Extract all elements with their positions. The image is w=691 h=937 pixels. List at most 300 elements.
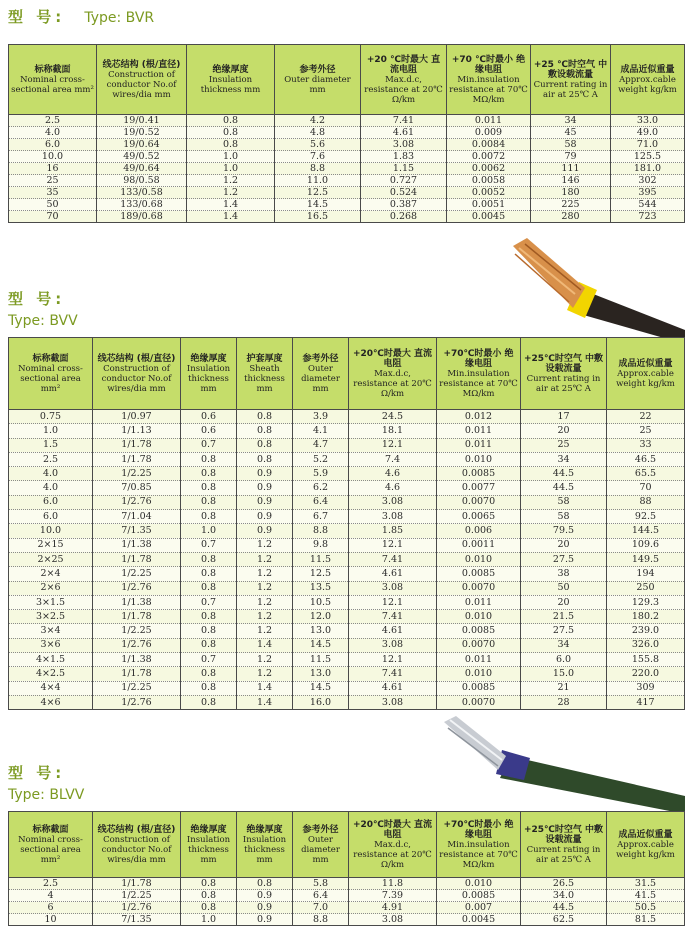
bvr-table-cell: 0.009 <box>447 127 531 139</box>
bvr-table-cell: 11.0 <box>275 175 361 187</box>
bvv-table-row <box>9 452 685 466</box>
blvv-table-cell: 1/1.78 <box>93 878 181 890</box>
bvv-table-cell: 2×15 <box>9 538 93 552</box>
blvv-table-cell: 4 <box>9 890 93 902</box>
bvr-table-cell: 19/0.64 <box>97 139 187 151</box>
bvv-table-cell: 4.7 <box>293 438 349 452</box>
bvv-table-cell: 12.1 <box>349 653 437 667</box>
bvv-table-cell: 20 <box>521 538 607 552</box>
bvv-header-cell: 标称截面 Nominal cross-sectional area mm² <box>9 338 93 410</box>
bvr-header-cell: 参考外径 Outer diameter mm <box>275 45 361 115</box>
bvv-table <box>8 337 685 710</box>
bvv-header-cell: 护套厚度 Sheath thickness mm <box>237 338 293 410</box>
bvv-table-row <box>9 653 685 667</box>
bvv-table-cell: 28 <box>521 695 607 709</box>
bvv-table-cell: 11.5 <box>293 653 349 667</box>
bvr-table-cell: 544 <box>611 199 685 211</box>
bvr-table-cell: 0.387 <box>361 199 447 211</box>
bvr-table-cell: 0.0072 <box>447 151 531 163</box>
blvv-table-cell: 0.0085 <box>437 890 521 902</box>
bvr-table-cell: 2.5 <box>9 115 97 127</box>
blvv-header-cell: 线芯结构 (根/直径) Construction of conductor No.of wires/dia mm <box>93 812 181 878</box>
bvr-table-cell: 225 <box>531 199 611 211</box>
blvv-table-cell: 6 <box>9 902 93 914</box>
bvv-table-cell: 0.0085 <box>437 624 521 638</box>
bvr-header-cell: 绝缘厚度 Insulation thickness mm <box>187 45 275 115</box>
bvv-table-cell: 12.1 <box>349 595 437 609</box>
bvr-header-cell: 成品近似重量 Approx.cable weight kg/km <box>611 45 685 115</box>
bvv-table-cell: 2.5 <box>9 452 93 466</box>
bvr-table-cell: 125.5 <box>611 151 685 163</box>
bvr-table-cell: 0.0058 <box>447 175 531 187</box>
bvv-header-row <box>9 338 685 410</box>
bvr-table-cell: 133/0.58 <box>97 187 187 199</box>
bvv-table-cell: 0.0065 <box>437 510 521 524</box>
bvv-table-cell: 194 <box>607 567 685 581</box>
blvv-table-cell: 11.8 <box>349 878 437 890</box>
bvr-table-cell: 70 <box>9 211 97 223</box>
blvv-table-cell: 26.5 <box>521 878 607 890</box>
bvv-table-cell: 11.5 <box>293 552 349 566</box>
bvv-table-cell: 3.9 <box>293 410 349 424</box>
bvv-table-cell: 149.5 <box>607 552 685 566</box>
bvv-table-cell: 0.8 <box>181 467 237 481</box>
blvv-table-row <box>9 890 685 902</box>
blvv-table <box>8 811 685 926</box>
bvv-table-cell: 1/1.78 <box>93 667 181 681</box>
bvr-table-cell: 302 <box>611 175 685 187</box>
bvr-table-row <box>9 175 685 187</box>
bvv-table-cell: 0.9 <box>237 495 293 509</box>
bvv-table-cell: 1/1.78 <box>93 552 181 566</box>
bvv-table-cell: 326.0 <box>607 638 685 652</box>
bvv-header-cell: +70℃时最小 绝缘电阻 Min.insulation resistance at 70℃ MΩ/km <box>437 338 521 410</box>
bvr-table-cell: 19/0.52 <box>97 127 187 139</box>
bvv-table-cell: 3.08 <box>349 581 437 595</box>
blvv-header-row <box>9 812 685 878</box>
bvv-table-cell: 65.5 <box>607 467 685 481</box>
bvr-table-cell: 49/0.64 <box>97 163 187 175</box>
bvr-table-cell: 3.08 <box>361 139 447 151</box>
bvv-table-cell: 250 <box>607 581 685 595</box>
blvv-table-cell: 0.8 <box>181 890 237 902</box>
bvv-table-cell: 1/2.76 <box>93 495 181 509</box>
bvv-table-cell: 1.2 <box>237 610 293 624</box>
bvv-table-cell: 0.0070 <box>437 638 521 652</box>
blvv-title-cn: 型 号: <box>8 764 66 782</box>
bvr-table-cell: 0.0045 <box>447 211 531 223</box>
blvv-table-cell: 0.0045 <box>437 914 521 926</box>
bvv-table-cell: 44.5 <box>521 481 607 495</box>
blvv-table-cell: 2.5 <box>9 878 93 890</box>
bvv-table-cell: 0.8 <box>181 495 237 509</box>
bvv-table-cell: 0.8 <box>181 567 237 581</box>
bvv-table-cell: 1.85 <box>349 524 437 538</box>
bvr-table-cell: 25 <box>9 175 97 187</box>
bvv-table-cell: 33 <box>607 438 685 452</box>
bvv-table-cell: 22 <box>607 410 685 424</box>
bvv-table-cell: 4×4 <box>9 681 93 695</box>
bvv-table-row <box>9 424 685 438</box>
blvv-header-cell: 标称截面 Nominal cross-sectional area mm² <box>9 812 93 878</box>
bvr-table-cell: 12.5 <box>275 187 361 199</box>
bvv-table-cell: 3.08 <box>349 695 437 709</box>
bvv-table-cell: 4.6 <box>349 481 437 495</box>
bvr-table-cell: 5.6 <box>275 139 361 151</box>
bvv-table-cell: 27.5 <box>521 552 607 566</box>
blvv-table-cell: 5.8 <box>293 878 349 890</box>
bvv-table-cell: 0.7 <box>181 595 237 609</box>
bvv-table-cell: 7.41 <box>349 667 437 681</box>
bvr-table-cell: 35 <box>9 187 97 199</box>
bvv-table-cell: 0.010 <box>437 667 521 681</box>
bvv-table-cell: 0.8 <box>181 581 237 595</box>
bvv-table-row <box>9 552 685 566</box>
bvv-table-cell: 4.0 <box>9 481 93 495</box>
bvv-header-cell: 线芯结构 (根/直径) Construction of conductor No.of wires/dia mm <box>93 338 181 410</box>
bvv-table-cell: 0.8 <box>237 424 293 438</box>
bvr-table-cell: 1.4 <box>187 199 275 211</box>
bvv-table-cell: 27.5 <box>521 624 607 638</box>
bvr-table-row <box>9 151 685 163</box>
bvv-table-cell: 144.5 <box>607 524 685 538</box>
blvv-table-row <box>9 878 685 890</box>
bvr-table-container <box>8 44 684 223</box>
bvr-header-cell: 线芯结构 (根/直径) Construction of conductor No.of wires/dia mm <box>97 45 187 115</box>
bvv-table-row <box>9 524 685 538</box>
bvv-table-cell: 13.0 <box>293 624 349 638</box>
bvv-table-cell: 38 <box>521 567 607 581</box>
bvr-table-cell: 723 <box>611 211 685 223</box>
blvv-table-cell: 34.0 <box>521 890 607 902</box>
bvv-table-cell: 7/1.04 <box>93 510 181 524</box>
bvv-table-cell: 1.2 <box>237 624 293 638</box>
bvv-table-cell: 58 <box>521 510 607 524</box>
bvv-table-cell: 3×2.5 <box>9 610 93 624</box>
bvv-table-cell: 3×1.5 <box>9 595 93 609</box>
bvv-table-cell: 0.011 <box>437 595 521 609</box>
bvv-title-en: Type: BVV <box>8 313 78 329</box>
bvr-table-cell: 34 <box>531 115 611 127</box>
blvv-table-cell: 0.010 <box>437 878 521 890</box>
blvv-header-cell: 绝缘厚度 Insulation thickness mm <box>237 812 293 878</box>
bvv-table-cell: 34 <box>521 452 607 466</box>
blvv-table-cell: 3.08 <box>349 914 437 926</box>
bvv-table-cell: 10.0 <box>9 524 93 538</box>
bvr-table-cell: 1.0 <box>187 163 275 175</box>
blvv-table-cell: 81.5 <box>607 914 685 926</box>
bvr-table-cell: 0.524 <box>361 187 447 199</box>
blvv-table-cell: 0.9 <box>237 902 293 914</box>
bvv-table-cell: 0.8 <box>181 481 237 495</box>
bvv-table-cell: 1/2.76 <box>93 695 181 709</box>
bvv-table-cell: 1.5 <box>9 438 93 452</box>
bvv-table-cell: 0.010 <box>437 610 521 624</box>
bvv-table-row <box>9 510 685 524</box>
bvv-table-cell: 3.08 <box>349 495 437 509</box>
bvv-table-cell: 7/1.35 <box>93 524 181 538</box>
bvv-table-cell: 0.8 <box>181 624 237 638</box>
bvr-table-cell: 49.0 <box>611 127 685 139</box>
bvr-table-cell: 189/0.68 <box>97 211 187 223</box>
bvv-table-cell: 239.0 <box>607 624 685 638</box>
blvv-table-row <box>9 902 685 914</box>
bvr-table-cell: 33.0 <box>611 115 685 127</box>
bvr-table-cell: 181.0 <box>611 163 685 175</box>
bvr-table-cell: 1.2 <box>187 175 275 187</box>
bvr-header-cell: 标称截面 Nominal cross-sectional area mm² <box>9 45 97 115</box>
bvv-table-container <box>8 337 684 710</box>
bvv-table-cell: 70 <box>607 481 685 495</box>
bvv-table-cell: 14.5 <box>293 681 349 695</box>
bvv-table-cell: 10.5 <box>293 595 349 609</box>
blvv-header-cell: +20℃时最大 直流电阻 Max.d.c, resistance at 20℃ Ω/km <box>349 812 437 878</box>
bvv-table-cell: 0.011 <box>437 424 521 438</box>
blvv-table-cell: 1.0 <box>181 914 237 926</box>
bvv-table-cell: 0.8 <box>181 552 237 566</box>
bvv-table-cell: 0.011 <box>437 438 521 452</box>
bvv-header-cell: 参考外径 Outer diameter mm <box>293 338 349 410</box>
bvv-table-cell: 0.8 <box>181 638 237 652</box>
bvv-table-cell: 4.61 <box>349 624 437 638</box>
bvr-table-cell: 10.0 <box>9 151 97 163</box>
bvv-table-cell: 92.5 <box>607 510 685 524</box>
bvv-table-cell: 6.4 <box>293 495 349 509</box>
bvr-table-cell: 0.8 <box>187 127 275 139</box>
bvv-table-cell: 14.5 <box>293 638 349 652</box>
bvv-table-cell: 1/2.25 <box>93 467 181 481</box>
bvr-table-cell: 0.268 <box>361 211 447 223</box>
bvv-table-cell: 3.08 <box>349 638 437 652</box>
bvv-title <box>8 288 78 329</box>
bvv-table-cell: 24.5 <box>349 410 437 424</box>
bvv-table-cell: 109.6 <box>607 538 685 552</box>
bvv-table-cell: 1.2 <box>237 552 293 566</box>
bvr-table-cell: 98/0.58 <box>97 175 187 187</box>
bvr-table-cell: 0.0052 <box>447 187 531 199</box>
blvv-table-cell: 6.4 <box>293 890 349 902</box>
blvv-table-cell: 0.8 <box>237 878 293 890</box>
bvv-table-cell: 0.0070 <box>437 695 521 709</box>
bvv-table-cell: 0.8 <box>181 610 237 624</box>
bvr-table-row <box>9 139 685 151</box>
bvv-table-cell: 1/2.25 <box>93 681 181 695</box>
bvr-table-cell: 4.8 <box>275 127 361 139</box>
bvr-table-cell: 280 <box>531 211 611 223</box>
bvv-table-cell: 4.1 <box>293 424 349 438</box>
bvr-table-cell: 7.41 <box>361 115 447 127</box>
bvv-table-cell: 12.0 <box>293 610 349 624</box>
bvv-table-row <box>9 638 685 652</box>
bvv-table-cell: 4.61 <box>349 567 437 581</box>
bvv-header-cell: 成品近似重量 Approx.cable weight kg/km <box>607 338 685 410</box>
bvr-table-cell: 395 <box>611 187 685 199</box>
bvr-table-cell: 8.8 <box>275 163 361 175</box>
bvv-table-cell: 12.5 <box>293 567 349 581</box>
bvv-table-cell: 0.8 <box>181 667 237 681</box>
bvr-table-cell: 16.5 <box>275 211 361 223</box>
blvv-table-cell: 62.5 <box>521 914 607 926</box>
bvv-table-cell: 0.0085 <box>437 681 521 695</box>
bvv-table-cell: 3.08 <box>349 510 437 524</box>
bvv-table-cell: 7.41 <box>349 610 437 624</box>
bvr-table-row <box>9 115 685 127</box>
bvv-table-cell: 2×6 <box>9 581 93 595</box>
bvv-table-cell: 4.6 <box>349 467 437 481</box>
bvv-table-cell: 0.8 <box>237 452 293 466</box>
blvv-table-cell: 7.0 <box>293 902 349 914</box>
bvv-header-cell: 绝缘厚度 Insulation thickness mm <box>181 338 237 410</box>
bvv-table-cell: 25 <box>521 438 607 452</box>
bvv-table-row <box>9 438 685 452</box>
bvr-table-cell: 0.011 <box>447 115 531 127</box>
bvv-table-cell: 0.8 <box>181 510 237 524</box>
blvv-table-cell: 7.39 <box>349 890 437 902</box>
bvv-table-cell: 0.9 <box>237 467 293 481</box>
bvv-table-cell: 12.1 <box>349 538 437 552</box>
bvv-table-cell: 7.4 <box>349 452 437 466</box>
bvv-table-cell: 20 <box>521 424 607 438</box>
blvv-table-cell: 7/1.35 <box>93 914 181 926</box>
bvv-table-cell: 1.4 <box>237 695 293 709</box>
blvv-header-cell: +25℃时空气 中敷设载流量 Current rating in air at 25℃ A <box>521 812 607 878</box>
bvr-table-cell: 1.4 <box>187 211 275 223</box>
bvv-table-cell: 21 <box>521 681 607 695</box>
bvv-table-cell: 6.0 <box>9 510 93 524</box>
bvv-table-cell: 309 <box>607 681 685 695</box>
bvv-table-cell: 1/1.78 <box>93 452 181 466</box>
bvv-table-cell: 8.8 <box>293 524 349 538</box>
bvv-table-cell: 1.4 <box>237 681 293 695</box>
bvv-table-cell: 4.61 <box>349 681 437 695</box>
bvr-table-row <box>9 163 685 175</box>
bvr-table-cell: 180 <box>531 187 611 199</box>
bvv-table-cell: 0.6 <box>181 410 237 424</box>
bvv-table-cell: 0.6 <box>181 424 237 438</box>
bvr-table-cell: 146 <box>531 175 611 187</box>
bvv-table-row <box>9 467 685 481</box>
bvv-table-cell: 1.2 <box>237 567 293 581</box>
bvv-table-cell: 3×4 <box>9 624 93 638</box>
blvv-table-cell: 0.8 <box>181 902 237 914</box>
bvr-table-cell: 50 <box>9 199 97 211</box>
blvv-table-cell: 50.5 <box>607 902 685 914</box>
bvv-table-cell: 34 <box>521 638 607 652</box>
bvv-table-cell: 25 <box>607 424 685 438</box>
bvv-table-cell: 0.010 <box>437 552 521 566</box>
blvv-table-cell: 31.5 <box>607 878 685 890</box>
bvv-table-cell: 1.4 <box>237 638 293 652</box>
bvv-table-cell: 44.5 <box>521 467 607 481</box>
bvv-table-cell: 79.5 <box>521 524 607 538</box>
bvv-table-cell: 0.9 <box>237 524 293 538</box>
bvv-table-cell: 4×1.5 <box>9 653 93 667</box>
bvr-title <box>8 6 154 27</box>
bvv-table-cell: 6.0 <box>521 653 607 667</box>
bvv-table-cell: 2×4 <box>9 567 93 581</box>
bvr-table-cell: 1.2 <box>187 187 275 199</box>
bvv-table-row <box>9 681 685 695</box>
bvr-table-row <box>9 211 685 223</box>
blvv-header-cell: 参考外径 Outer diameter mm <box>293 812 349 878</box>
blvv-table-cell: 0.8 <box>181 878 237 890</box>
blvv-table-cell: 0.9 <box>237 914 293 926</box>
bvv-table-cell: 7/0.85 <box>93 481 181 495</box>
bvv-table-cell: 0.8 <box>181 681 237 695</box>
bvv-table-cell: 50 <box>521 581 607 595</box>
bvv-table-cell: 0.012 <box>437 410 521 424</box>
bvr-header-cell: +70 ℃时最小 绝缘电阻 Min.insulation resistance at 70℃ MΩ/km <box>447 45 531 115</box>
bvv-table-cell: 0.0085 <box>437 467 521 481</box>
bvr-table-cell: 58 <box>531 139 611 151</box>
bvr-table-cell: 71.0 <box>611 139 685 151</box>
bvv-table-cell: 21.5 <box>521 610 607 624</box>
bvv-table-cell: 0.75 <box>9 410 93 424</box>
bvv-table-cell: 0.7 <box>181 653 237 667</box>
bvv-table-row <box>9 695 685 709</box>
bvv-table-cell: 0.7 <box>181 538 237 552</box>
bvv-table-cell: 1/1.13 <box>93 424 181 438</box>
bvv-table-cell: 7.41 <box>349 552 437 566</box>
bvv-table-cell: 180.2 <box>607 610 685 624</box>
bvv-table-cell: 9.8 <box>293 538 349 552</box>
bvr-cable-image <box>505 238 685 344</box>
bvv-table-cell: 417 <box>607 695 685 709</box>
bvv-table-row <box>9 567 685 581</box>
bvv-table-cell: 220.0 <box>607 667 685 681</box>
bvv-table-cell: 1.0 <box>9 424 93 438</box>
bvr-table-cell: 4.61 <box>361 127 447 139</box>
blvv-table-cell: 0.007 <box>437 902 521 914</box>
bvv-table-cell: 1.2 <box>237 595 293 609</box>
bvv-table-cell: 6.0 <box>9 495 93 509</box>
bvr-title-en: Type: BVR <box>84 10 155 26</box>
bvv-table-row <box>9 495 685 509</box>
bvv-table-cell: 0.0077 <box>437 481 521 495</box>
bvv-table-cell: 4×6 <box>9 695 93 709</box>
bvv-table-cell: 6.2 <box>293 481 349 495</box>
blvv-table-cell: 41.5 <box>607 890 685 902</box>
bvv-table-cell: 20 <box>521 595 607 609</box>
blvv-table-row <box>9 914 685 926</box>
bvv-table-cell: 88 <box>607 495 685 509</box>
bvv-table-row <box>9 624 685 638</box>
bvv-table-cell: 1/1.78 <box>93 438 181 452</box>
bvv-table-cell: 0.9 <box>237 510 293 524</box>
blvv-header-cell: +70℃时最小 绝缘电阻 Min.insulation resistance at 70℃ MΩ/km <box>437 812 521 878</box>
bvr-table-cell: 49/0.52 <box>97 151 187 163</box>
bvr-header-cell: +20 ℃时最大 直流电阻 Max.d.c, resistance at 20℃ Ω/km <box>361 45 447 115</box>
bvr-header-row <box>9 45 685 115</box>
blvv-table-cell: 10 <box>9 914 93 926</box>
bvv-table-row <box>9 581 685 595</box>
bvv-table-cell: 0.8 <box>237 410 293 424</box>
bvv-table-cell: 1.2 <box>237 538 293 552</box>
bvr-header-cell: +25 ℃时空气 中敷设载流量 Current rating in air at 25℃ A <box>531 45 611 115</box>
bvv-table-cell: 0.006 <box>437 524 521 538</box>
bvv-table-cell: 0.0070 <box>437 495 521 509</box>
bvv-table-cell: 0.011 <box>437 653 521 667</box>
bvr-table-cell: 45 <box>531 127 611 139</box>
bvr-table-cell: 1.0 <box>187 151 275 163</box>
bvv-table-cell: 0.0085 <box>437 567 521 581</box>
bvv-table-row <box>9 610 685 624</box>
blvv-table-container <box>8 811 684 926</box>
bvv-table-cell: 16.0 <box>293 695 349 709</box>
bvr-table-cell: 0.8 <box>187 115 275 127</box>
blvv-title-en: Type: BLVV <box>8 787 85 803</box>
bvv-table-cell: 1/1.78 <box>93 610 181 624</box>
